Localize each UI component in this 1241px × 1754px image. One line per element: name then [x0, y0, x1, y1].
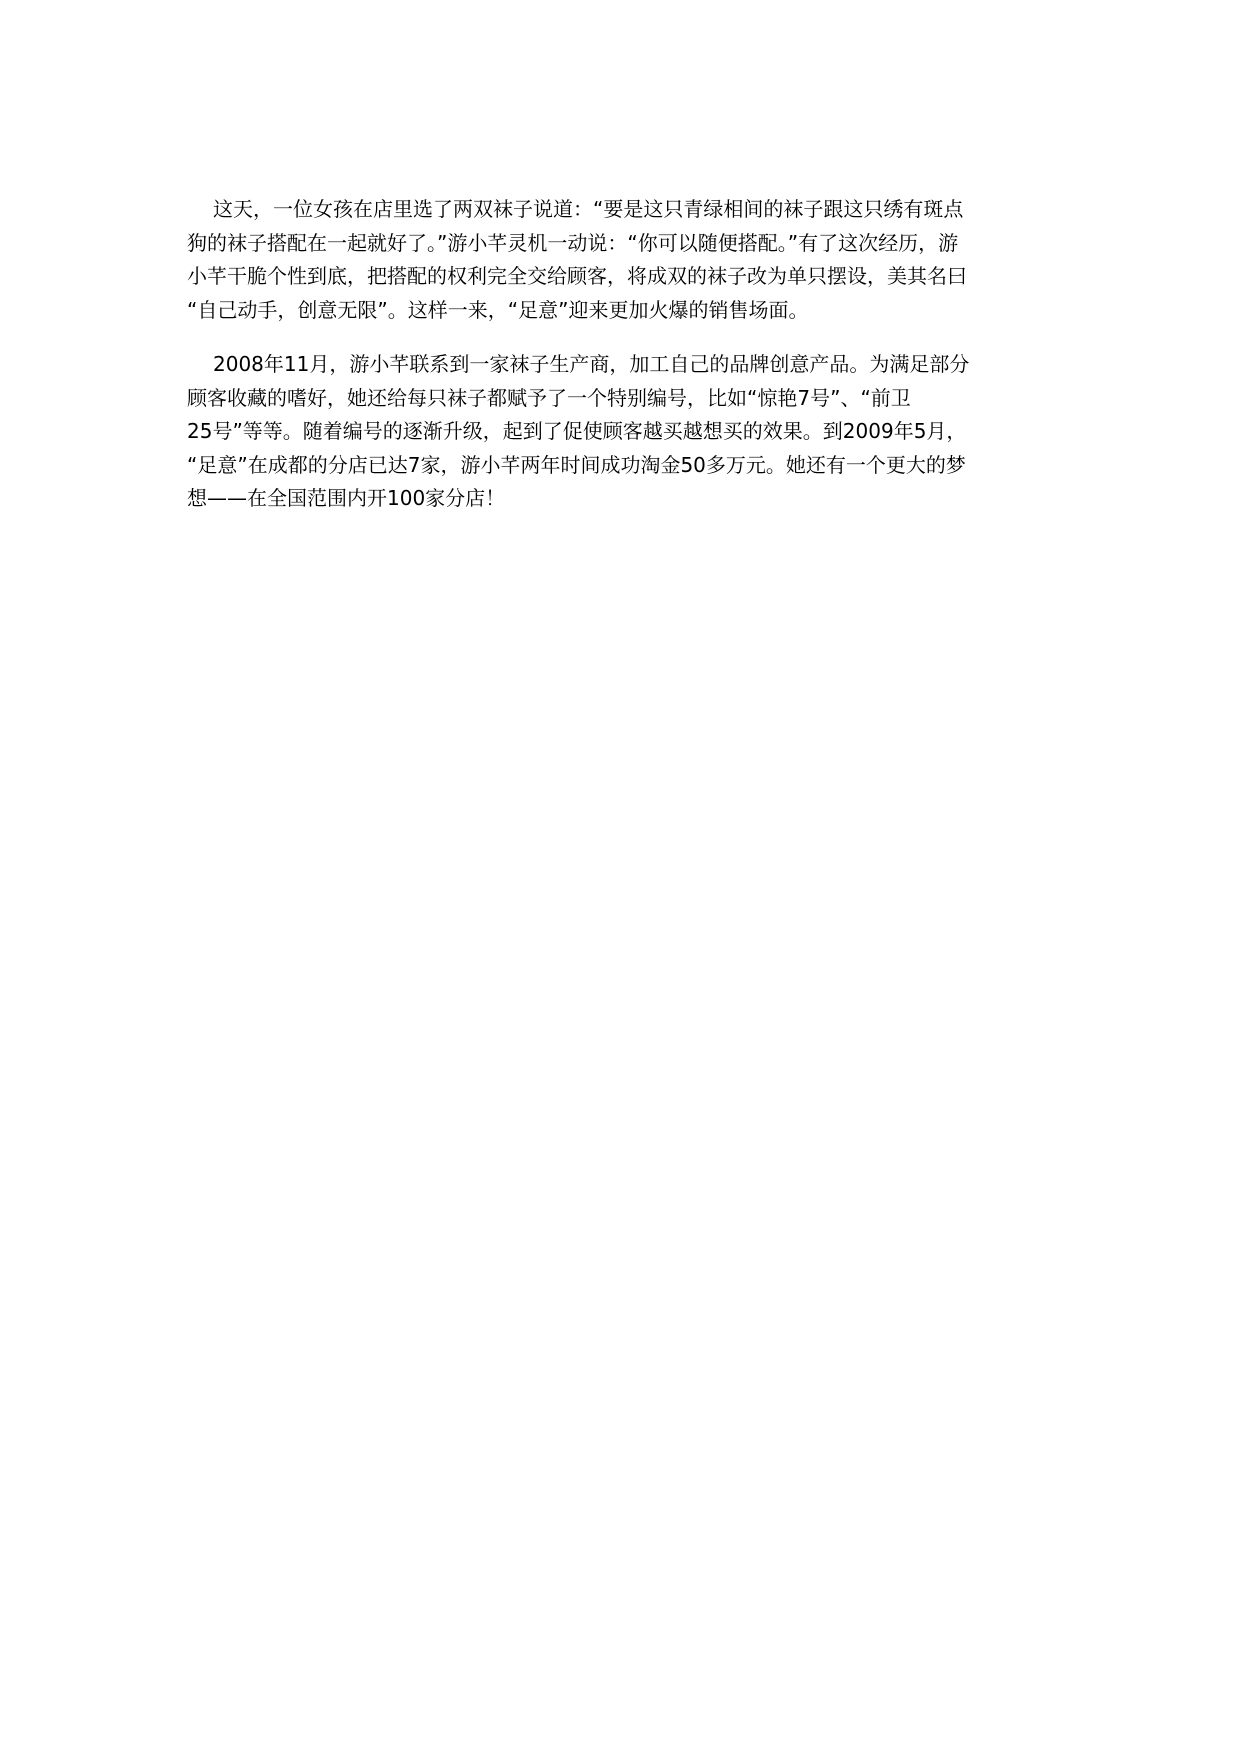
text-line: “自己动手，创意无限”。这样一来，“足意”迎来更加火爆的销售场面。: [187, 297, 809, 322]
document-body: [187, 193, 1049, 537]
text-line: 狗的袜子搭配在一起就好了。”游小芊灵机一动说：“你可以随便搭配。”有了这次经历，游: [187, 230, 959, 255]
paragraph: [187, 348, 1049, 516]
paragraph: [187, 193, 1049, 327]
text-line: 25号”等等。随着编号的逐渐升级，起到了促使顾客越买越想买的效果。到2009年5月，: [187, 419, 967, 443]
text-line: 想——在全国范围内开100家分店！: [187, 486, 506, 510]
text-line: 2008年11月，游小芊联系到一家袜子生产商，加工自己的品牌创意产品。为满足部分: [213, 352, 970, 376]
text-line: 这天，一位女孩在店里选了两双袜子说道：“要是这只青绿相间的袜子跟这只绣有斑点: [213, 197, 964, 221]
text-line: 顾客收藏的嗜好，她还给每只袜子都赋予了一个特别编号，比如“惊艳7号”、“前卫: [187, 385, 911, 410]
text-line: “足意”在成都的分店已达7家，游小芊两年时间成功淘金50多万元。她还有一个更大的梦: [187, 452, 966, 477]
text-line: 小芊干脆个性到底，把搭配的权利完全交给顾客，将成双的袜子改为单只摆设，美其名曰: [187, 264, 967, 288]
